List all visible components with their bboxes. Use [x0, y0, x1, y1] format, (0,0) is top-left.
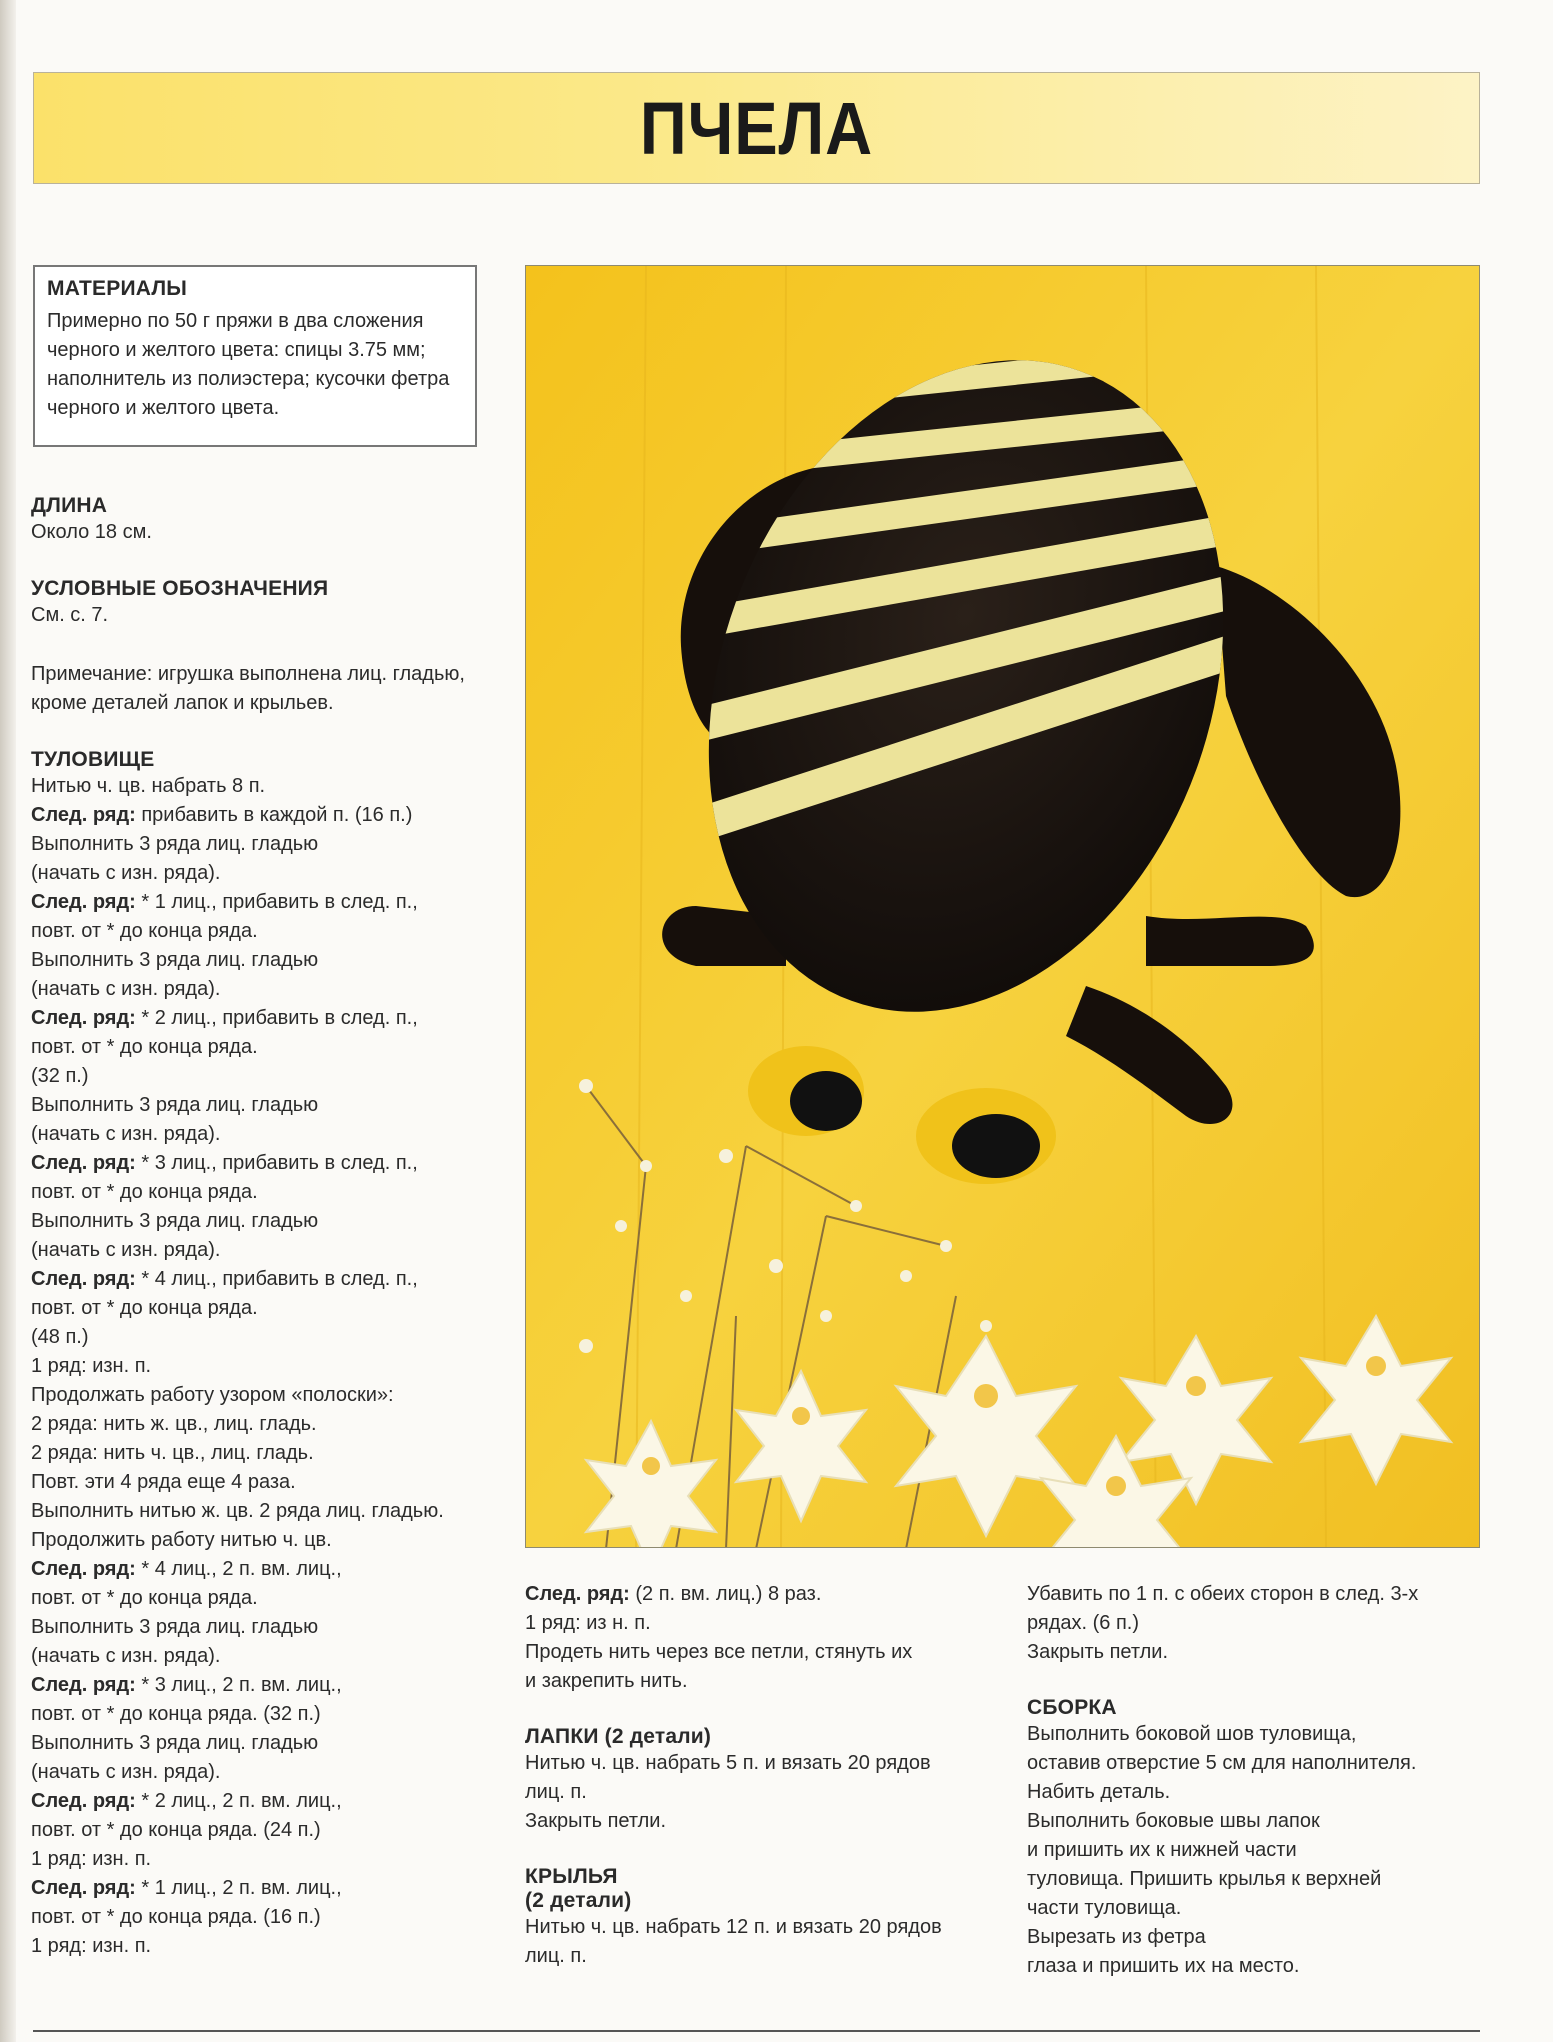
instruction-row [31, 917, 491, 946]
assembly-line: глаза и пришить их на место. [1027, 1955, 1300, 1977]
row-text: Выполнить нитью ж. цв. 2 ряда лиц. гладью. [31, 1500, 444, 1522]
materials-line: Примерно по 50 г пряжи в два сложения [47, 310, 424, 332]
instruction-row [31, 1642, 491, 1671]
row-text: Повт. эти 4 ряда еще 4 раза. [31, 1471, 296, 1493]
instruction-row [31, 1149, 491, 1178]
note-line: Примечание: игрушка выполнена лиц. гладью, [31, 663, 465, 685]
row-text: Выполнить 3 ряда лиц. гладью [31, 1732, 319, 1754]
legs-heading: ЛАПКИ (2 детали) [525, 1725, 712, 1748]
length-text: Около 18 см. [31, 521, 152, 543]
row-text: Продеть нить через все петли, стянуть их [525, 1641, 913, 1663]
row-text: 1 ряд: изн. п. [31, 1935, 152, 1957]
instruction-row [31, 1207, 491, 1236]
assembly-line: туловища. Пришить крылья к верхней [1027, 1868, 1382, 1890]
row-text: повт. от * до конца ряда. [31, 920, 258, 942]
assembly-line: Выполнить боковой шов туловища, [1027, 1723, 1357, 1745]
row-text: (начать с изн. ряда). [31, 1123, 221, 1145]
row-text: прибавить в каждой п. (16 п.) [135, 804, 413, 826]
instruction-row [31, 975, 491, 1004]
assembly-line: оставив отверстие 5 см для наполнителя. [1027, 1752, 1417, 1774]
instruction-row [31, 1265, 491, 1294]
legs-line: Закрыть петли. [525, 1810, 666, 1832]
legs-line: лиц. п. [525, 1781, 587, 1803]
row-text: повт. от * до конца ряда. [31, 1036, 258, 1058]
instruction-row [31, 888, 491, 917]
wings-line: лиц. п. [525, 1945, 587, 1967]
instruction-row [31, 1236, 491, 1265]
wings-line: Нитью ч. цв. набрать 12 п. и вязать 20 рядов [525, 1916, 942, 1938]
row-text: Выполнить 3 ряда лиц. гладью [31, 1210, 319, 1232]
note-line: кроме деталей лапок и крыльев. [31, 692, 334, 714]
instruction-row [31, 1816, 491, 1845]
row-text: * 3 лиц., прибавить в след. п., [135, 1152, 418, 1174]
row-text: 2 ряда: нить ч. цв., лиц. гладь. [31, 1442, 314, 1464]
instruction-row [31, 1439, 491, 1468]
instruction-row [31, 1787, 491, 1816]
instruction-row [31, 1381, 491, 1410]
instruction-row [31, 1903, 491, 1932]
assembly-line: Выполнить боковые швы лапок [1027, 1810, 1320, 1832]
assembly-line: части туловища. [1027, 1897, 1182, 1919]
row-text: * 1 лиц., прибавить в след. п., [135, 891, 418, 913]
row-label: След. ряд: [31, 1790, 136, 1812]
row-text: (2 п. вм. лиц.) 8 раз. [629, 1583, 822, 1605]
materials-line: черного и желтого цвета. [47, 397, 280, 419]
instruction-row [31, 1758, 491, 1787]
row-text: Продолжать работу узором «полоски»: [31, 1384, 394, 1406]
row-text: (начать с изн. ряда). [31, 1645, 221, 1667]
left-pupil [790, 1071, 862, 1131]
legend-heading: УСЛОВНЫЕ ОБОЗНАЧЕНИЯ [31, 577, 329, 600]
materials-line: черного и желтого цвета: спицы 3.75 мм; [47, 339, 426, 361]
row-text: (начать с изн. ряда). [31, 1239, 221, 1261]
right-leg [1146, 916, 1314, 966]
row-text: * 2 лиц., 2 п. вм. лиц., [135, 1790, 342, 1812]
body-heading: ТУЛОВИЩЕ [31, 748, 155, 771]
wings-continued-line: рядах. (6 п.) [1027, 1612, 1140, 1634]
row-text: повт. от * до конца ряда. (32 п.) [31, 1703, 321, 1725]
row-label: След. ряд: [31, 891, 136, 913]
bee-photo [525, 265, 1480, 1548]
row-label: След. ряд: [31, 804, 136, 826]
row-text: * 2 лиц., прибавить в след. п., [135, 1007, 418, 1029]
row-label: След. ряд: [31, 1152, 136, 1174]
instruction-row [31, 1033, 491, 1062]
body-end-instructions [525, 1580, 995, 1696]
row-label: След. ряд: [31, 1558, 136, 1580]
row-text: (48 п.) [31, 1326, 89, 1348]
legend-text: См. с. 7. [31, 604, 109, 626]
row-text: 1 ряд: изн. п. [31, 1355, 152, 1377]
row-text: * 4 лиц., 2 п. вм. лиц., [135, 1558, 342, 1580]
instruction-row [31, 1091, 491, 1120]
row-text: (начать с изн. ряда). [31, 862, 221, 884]
instruction-row [31, 1555, 491, 1584]
instruction-row [31, 1323, 491, 1352]
instruction-row [31, 1700, 491, 1729]
footer-rule [33, 2030, 1480, 2032]
title-band [33, 72, 1480, 184]
instruction-row [31, 1932, 491, 1961]
instruction-row [31, 1671, 491, 1700]
instruction-row [31, 1729, 491, 1758]
row-text: * 4 лиц., прибавить в след. п., [135, 1268, 418, 1290]
row-text: повт. от * до конца ряда. (16 п.) [31, 1906, 321, 1928]
instruction-row [31, 1526, 491, 1555]
assembly-heading: СБОРКА [1027, 1696, 1117, 1719]
row-label: След. ряд: [31, 1674, 136, 1696]
body-instructions [31, 772, 491, 1961]
instruction-row [31, 1178, 491, 1207]
column-right [1027, 1580, 1497, 1981]
materials-heading: МАТЕРИАЛЫ [47, 277, 188, 300]
instruction-row [525, 1638, 995, 1667]
instruction-row [31, 1613, 491, 1642]
wings-subheading: (2 детали) [525, 1889, 632, 1912]
instruction-row [31, 1062, 491, 1091]
assembly-line: Набить деталь. [1027, 1781, 1171, 1803]
row-label: След. ряд: [31, 1007, 136, 1029]
row-text: повт. от * до конца ряда. [31, 1181, 258, 1203]
row-text: 1 ряд: изн. п. [31, 1848, 152, 1870]
instruction-row [31, 1845, 491, 1874]
instruction-row [31, 1468, 491, 1497]
instruction-row [31, 1352, 491, 1381]
instruction-row [31, 1294, 491, 1323]
instruction-row [31, 1004, 491, 1033]
instruction-row [31, 1410, 491, 1439]
row-label: След. ряд: [31, 1268, 136, 1290]
instruction-row [31, 1584, 491, 1613]
row-text: (32 п.) [31, 1065, 89, 1087]
wings-continued-line: Убавить по 1 п. с обеих сторон в след. 3-х [1027, 1583, 1419, 1605]
row-text: (начать с изн. ряда). [31, 1761, 221, 1783]
row-label: След. ряд: [31, 1877, 136, 1899]
assembly-line: и пришить их к нижней части [1027, 1839, 1297, 1861]
row-text: Нитью ч. цв. набрать 8 п. [31, 775, 266, 797]
instruction-row [525, 1667, 995, 1696]
row-text: Выполнить 3 ряда лиц. гладью [31, 833, 319, 855]
right-pupil [952, 1114, 1040, 1178]
row-text: повт. от * до конца ряда. [31, 1587, 258, 1609]
row-label: След. ряд: [525, 1583, 630, 1605]
assembly-line: Вырезать из фетра [1027, 1926, 1206, 1948]
row-text: Выполнить 3 ряда лиц. гладью [31, 1616, 319, 1638]
bee-illustration [526, 266, 1480, 1548]
row-text: 2 ряда: нить ж. цв., лиц. гладь. [31, 1413, 317, 1435]
row-text: и закрепить нить. [525, 1670, 688, 1692]
length-heading: ДЛИНА [31, 494, 108, 517]
instruction-row [31, 946, 491, 975]
row-text: повт. от * до конца ряда. [31, 1297, 258, 1319]
row-text: повт. от * до конца ряда. (24 п.) [31, 1819, 321, 1841]
column-middle [525, 1580, 995, 1971]
row-text: * 3 лиц., 2 п. вм. лиц., [135, 1674, 342, 1696]
legs-line: Нитью ч. цв. набрать 5 п. и вязать 20 рядов [525, 1752, 931, 1774]
materials-box [33, 265, 477, 447]
row-text: * 1 лиц., 2 п. вм. лиц., [135, 1877, 342, 1899]
row-text: 1 ряд: из н. п. [525, 1612, 651, 1634]
page-binding-shadow [0, 0, 16, 2042]
instruction-row [525, 1609, 995, 1638]
instruction-row [525, 1580, 995, 1609]
instruction-row [31, 1497, 491, 1526]
column-left [31, 494, 491, 1961]
page-title: ПЧЕЛА [639, 86, 874, 170]
instruction-row [31, 1874, 491, 1903]
row-text: Выполнить 3 ряда лиц. гладью [31, 949, 319, 971]
wings-heading: КРЫЛЬЯ [525, 1865, 618, 1888]
materials-line: наполнитель из полиэстера; кусочки фетра [47, 368, 450, 390]
row-text: (начать с изн. ряда). [31, 978, 221, 1000]
instruction-row [31, 1120, 491, 1149]
row-text: Выполнить 3 ряда лиц. гладью [31, 1094, 319, 1116]
instruction-row [31, 801, 491, 830]
instruction-row [31, 830, 491, 859]
instruction-row [31, 859, 491, 888]
row-text: Продолжить работу нитью ч. цв. [31, 1529, 332, 1551]
wings-continued-line: Закрыть петли. [1027, 1641, 1168, 1663]
instruction-row [31, 772, 491, 801]
